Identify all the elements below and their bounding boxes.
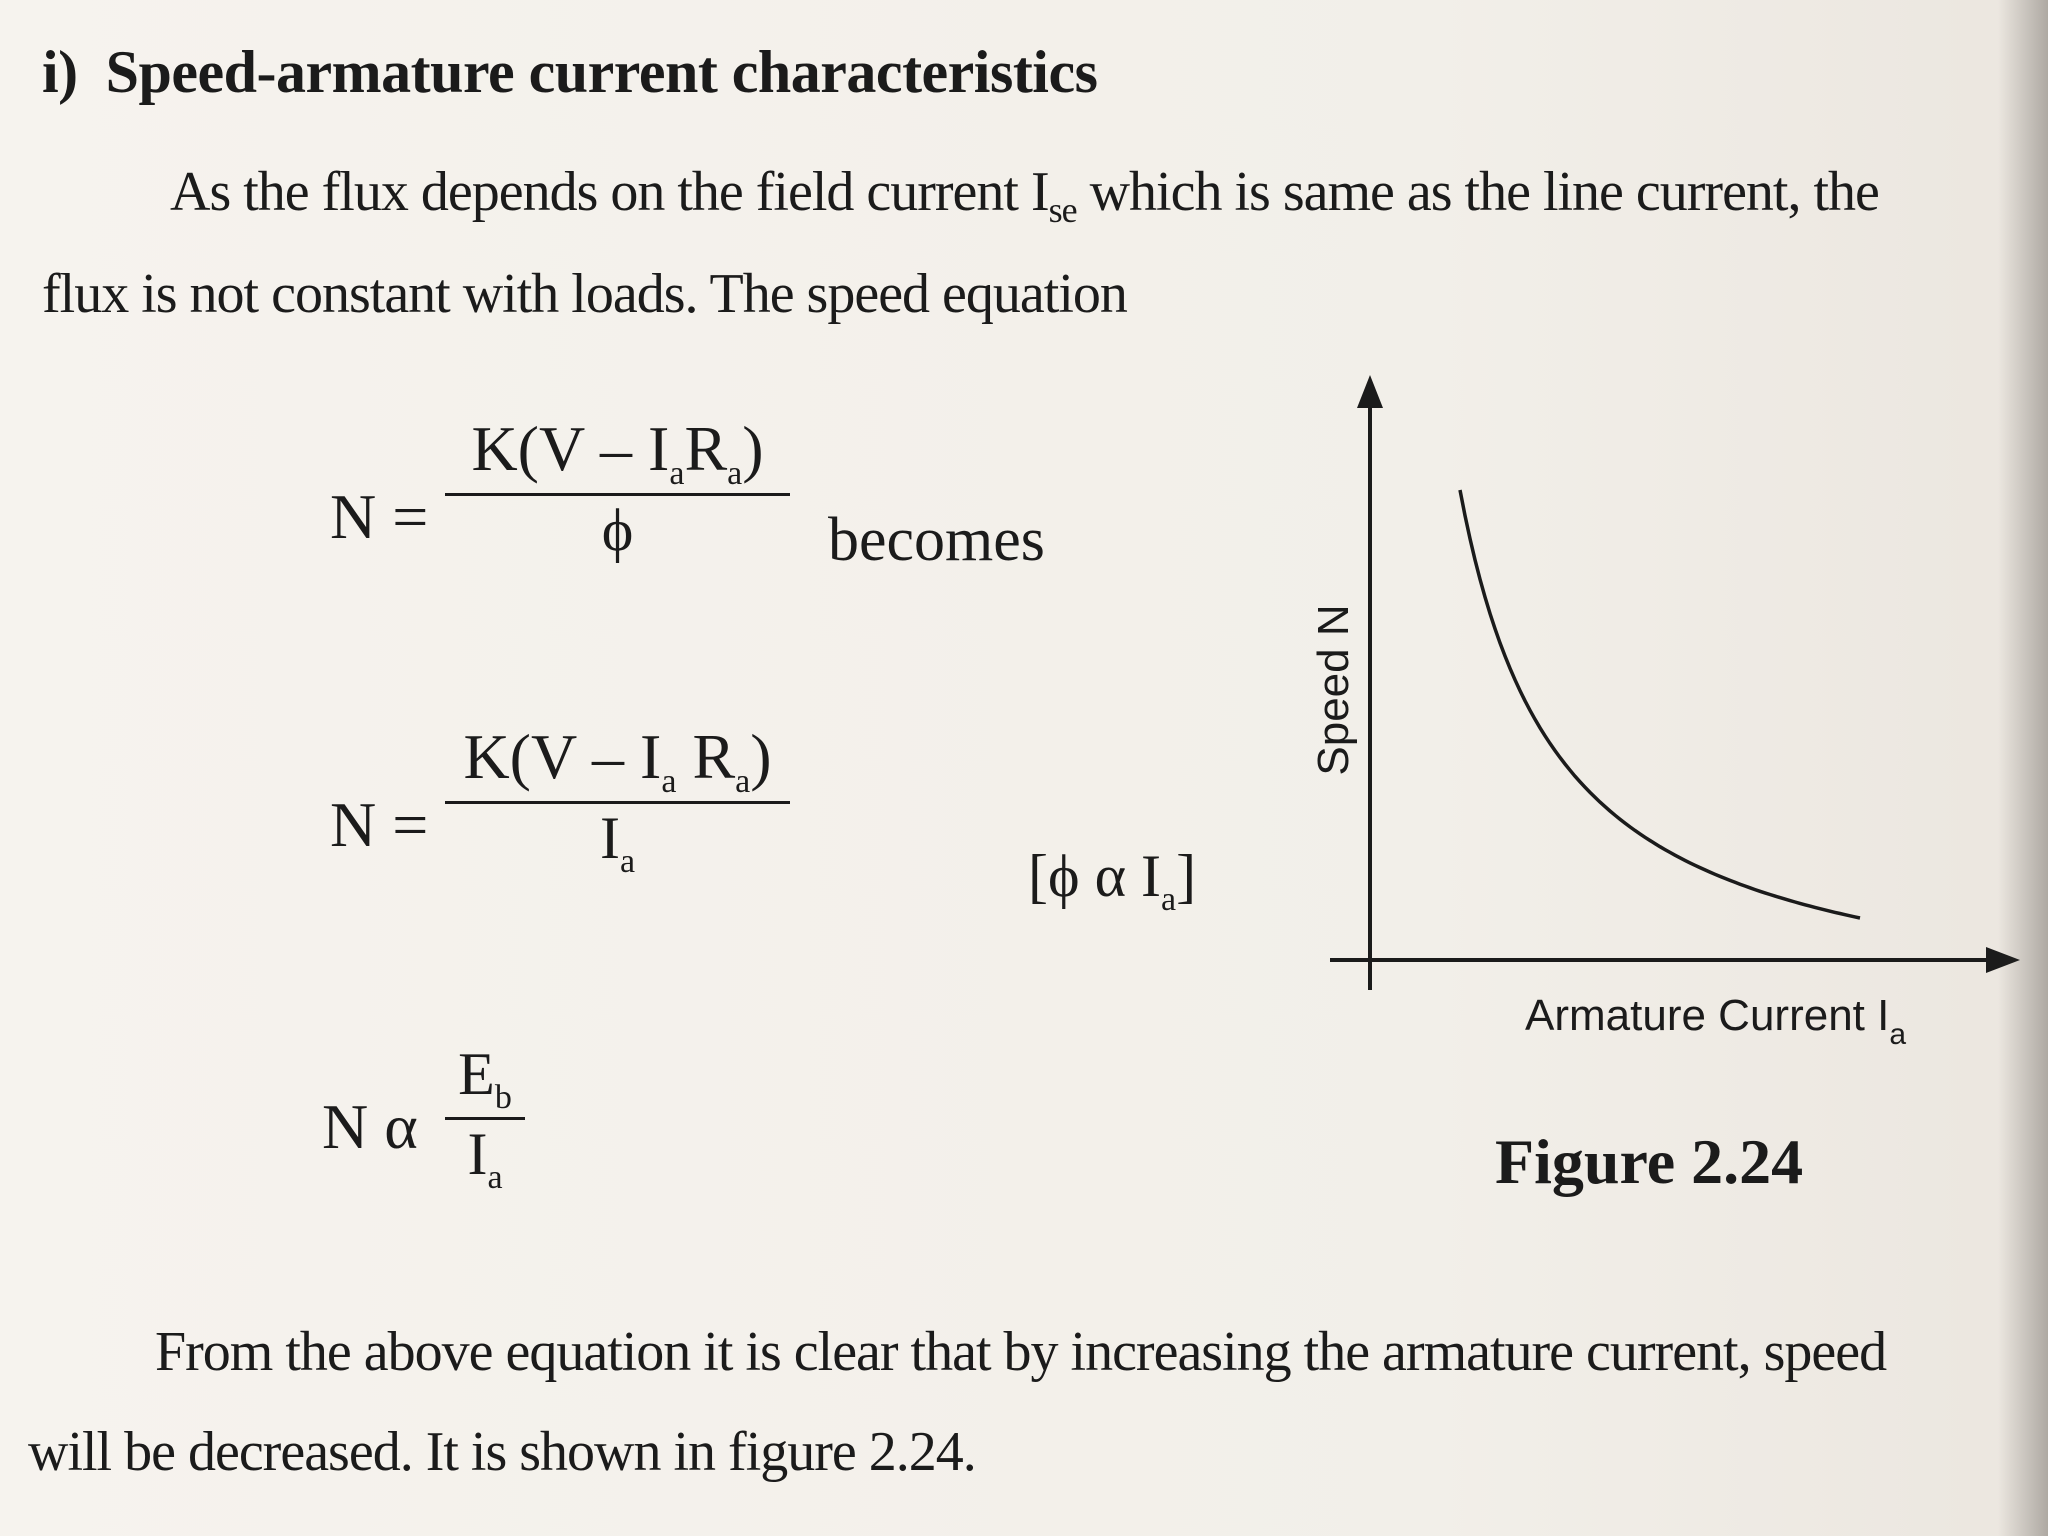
eq2-fraction <box>445 720 790 881</box>
eq1-lhs: N = <box>330 481 429 552</box>
conclusion-line-2: will be decreased. It is shown in figure 2.24. <box>28 1421 976 1483</box>
eq2-denominator: $I_a$ <box>599 805 636 880</box>
eq1-suffix: becomes <box>828 506 1045 574</box>
eq3-fraction <box>445 1040 525 1197</box>
page-edge-shadow <box>1998 0 2048 1536</box>
subscript-se: se <box>1048 190 1077 231</box>
intro-line-1: As the flux depends on the field current $I_{se}$ which is same as the line current, the <box>170 161 1879 231</box>
eq2-note: [ϕ α $I_a$] <box>1028 843 1197 918</box>
x-axis-label: Armature Current $I_a$ <box>1525 991 1907 1051</box>
section-title: Speed-armature current characteristics <box>105 39 1098 105</box>
eq3-lhs: N α <box>322 1091 418 1162</box>
section-number: i) <box>42 39 78 105</box>
eq3-denominator: $I_a$ <box>467 1121 503 1196</box>
conclusion-line-1: From the above equation it is clear that by increasing the armature current, speed <box>155 1321 1887 1383</box>
eq1-fraction <box>445 412 790 565</box>
speed-current-figure <box>1290 370 2030 1080</box>
speed-curve <box>1460 490 1860 918</box>
eq2-numerator: $K(V - I_a$ $R_a$) <box>463 721 772 800</box>
y-axis-arrowhead <box>1357 375 1383 408</box>
eq3-numerator: $E_b$ <box>458 1041 512 1116</box>
intro-line-2: flux is not constant with loads. The speed equation <box>42 263 1127 325</box>
figure-caption: Figure 2.24 <box>1495 1126 1804 1197</box>
eq1-numerator: $K(V - I_aR_a)$ <box>471 413 764 492</box>
section-heading <box>42 38 1097 107</box>
eq1-denominator: ϕ <box>601 497 634 563</box>
eq2-lhs: N = <box>330 789 429 860</box>
y-axis-label: Speed N <box>1309 604 1358 776</box>
